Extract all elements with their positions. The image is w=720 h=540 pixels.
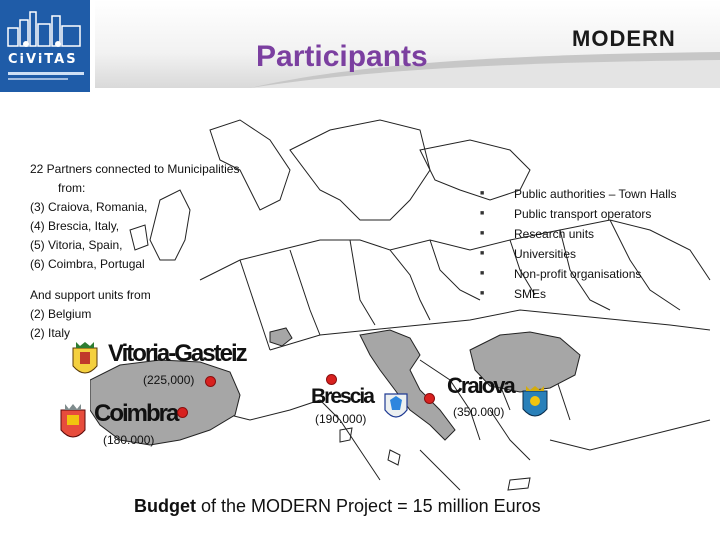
support-line: And support units from [30,288,151,302]
city-marker-craiova [424,393,435,404]
list-item: ■ Non-profit organisations [480,264,710,284]
bullet-icon: ■ [480,190,485,197]
support-line: (2) Italy [30,326,71,340]
bullet-icon: ■ [480,250,485,257]
list-item: ■ Public transport operators [480,204,710,224]
city-marker-vitoria [205,376,216,387]
budget-statement [134,496,541,517]
brescia-crest-icon [382,390,410,424]
partners-line: (3) Craiova, Romania, [30,200,148,214]
logo-tagline-bar-2 [8,78,68,80]
project-tag: MODERN [572,26,676,51]
partner-roles-list [480,184,710,304]
city-pop-brescia: (190.000) [315,412,367,426]
city-name-brescia: Brescia [311,385,373,408]
civitas-logo [0,0,90,92]
partners-line: 22 Partners connected to Municipalities [30,162,240,176]
partners-line: (5) Vitoria, Spain, [30,238,123,252]
bullet-icon: ■ [480,290,485,297]
list-item: ■ Universities [480,244,710,264]
list-item: ■ Research units [480,224,710,244]
city-pop-craiova: (350.000) [453,405,505,419]
budget-text: of the MODERN Project = 15 million Euros [201,496,541,516]
partners-line: from: [58,181,86,195]
partners-description [30,160,300,274]
list-item: ■ Public authorities – Town Halls [480,184,710,204]
logo-tagline-bar [8,72,84,75]
support-line: (2) Belgium [30,307,92,321]
city-skyline-icon [6,10,84,48]
bullet-icon: ■ [480,210,485,217]
city-marker-coimbra [177,407,188,418]
craiova-crest-icon [520,385,550,423]
city-marker-brescia [326,374,337,385]
partners-line: (4) Brescia, Italy, [30,219,120,233]
city-pop-coimbra: (180.000) [103,433,155,447]
city-pop-vitoria: (225,000) [143,373,195,387]
coimbra-crest-icon [58,402,88,444]
civitas-wordmark: CiViTAS [8,52,78,67]
belgium-region [270,328,292,346]
city-name-coimbra: Coimbra [94,400,178,427]
bullet-icon: ■ [480,230,485,237]
support-units-description [30,286,250,343]
page-title: Participants [256,40,428,73]
list-item: ■ SMEs [480,284,710,304]
city-name-vitoria: Vitoria-Gasteiz [108,340,246,367]
city-name-craiova: Craiova [447,373,514,398]
budget-label: Budget [134,496,196,516]
vitoria-crest-icon [70,340,100,380]
bullet-icon: ■ [480,270,485,277]
partners-line: (6) Coimbra, Portugal [30,257,145,271]
